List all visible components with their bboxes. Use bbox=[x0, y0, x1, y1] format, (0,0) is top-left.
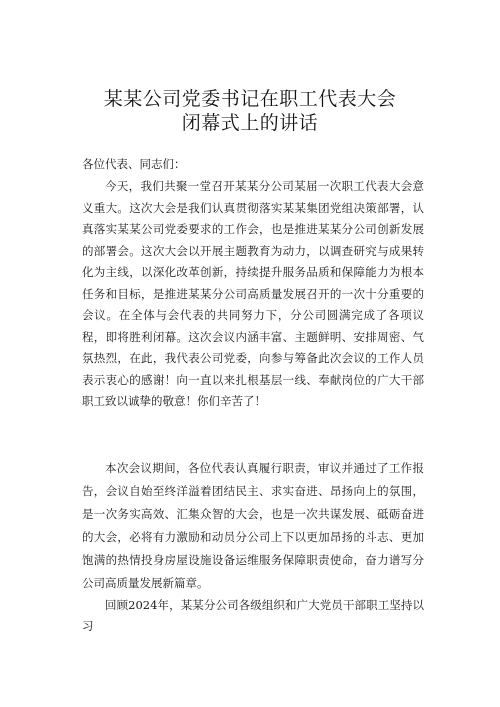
paragraph-opening: 今天，我们共聚一堂召开某某分公司某届一次职工代表大会意义重大。这次大会是我们认真贯彻落实某某集团党组决策部署，认真落实某某公司党委要求的工作会，也是推进某某分公司创新发展的部署会。这次大会以开展主题教育为动力，以调查研究与成果转化为主线，以深化改革创新，持续提升服务品质和保障能力为根本任务和目标，是推进某某分公司高质量发展召开的一次十分重要的会议。在全体与会代表的共同努力下，分公司圆满完成了各项议程，即将胜利闭幕。这次会议内涵丰富、主题鲜明、安排周密、气氛热烈，在此，我代表公司党委，向参与筹备此次会议的工作人员表示衷心的感谢！向一直以来扎根基层一线、奉献岗位的广大干部职工致以诚挚的敬意！你们辛苦了！ bbox=[82, 179, 424, 408]
paragraph-retrospective: 回顾2024年，某某分公司各级组织和广大党员干部职工坚持以习 bbox=[82, 598, 424, 633]
document-title-line-2: 闭幕式上的讲话 bbox=[181, 112, 319, 134]
salutation: 各位代表、同志们： bbox=[82, 157, 186, 171]
document-title-line-1: 某某公司党委书记在职工代表大会 bbox=[103, 88, 397, 110]
paragraph-meeting-review: 本次会议期间，各位代表认真履行职责，审议并通过了工作报告，会议自始至终洋溢着团结民主、求实奋进、昂扬向上的氛围，是一次务实高效、汇集众智的大会，也是一次共谋发展、砥砺奋进的大会，必将有力激励和动员分公司上下以更加昂扬的斗志、更加饱满的热情投身房屋设施设备运维服务保障职责使命，奋力谱写分公司高质量发展新篇章。 bbox=[82, 461, 424, 590]
